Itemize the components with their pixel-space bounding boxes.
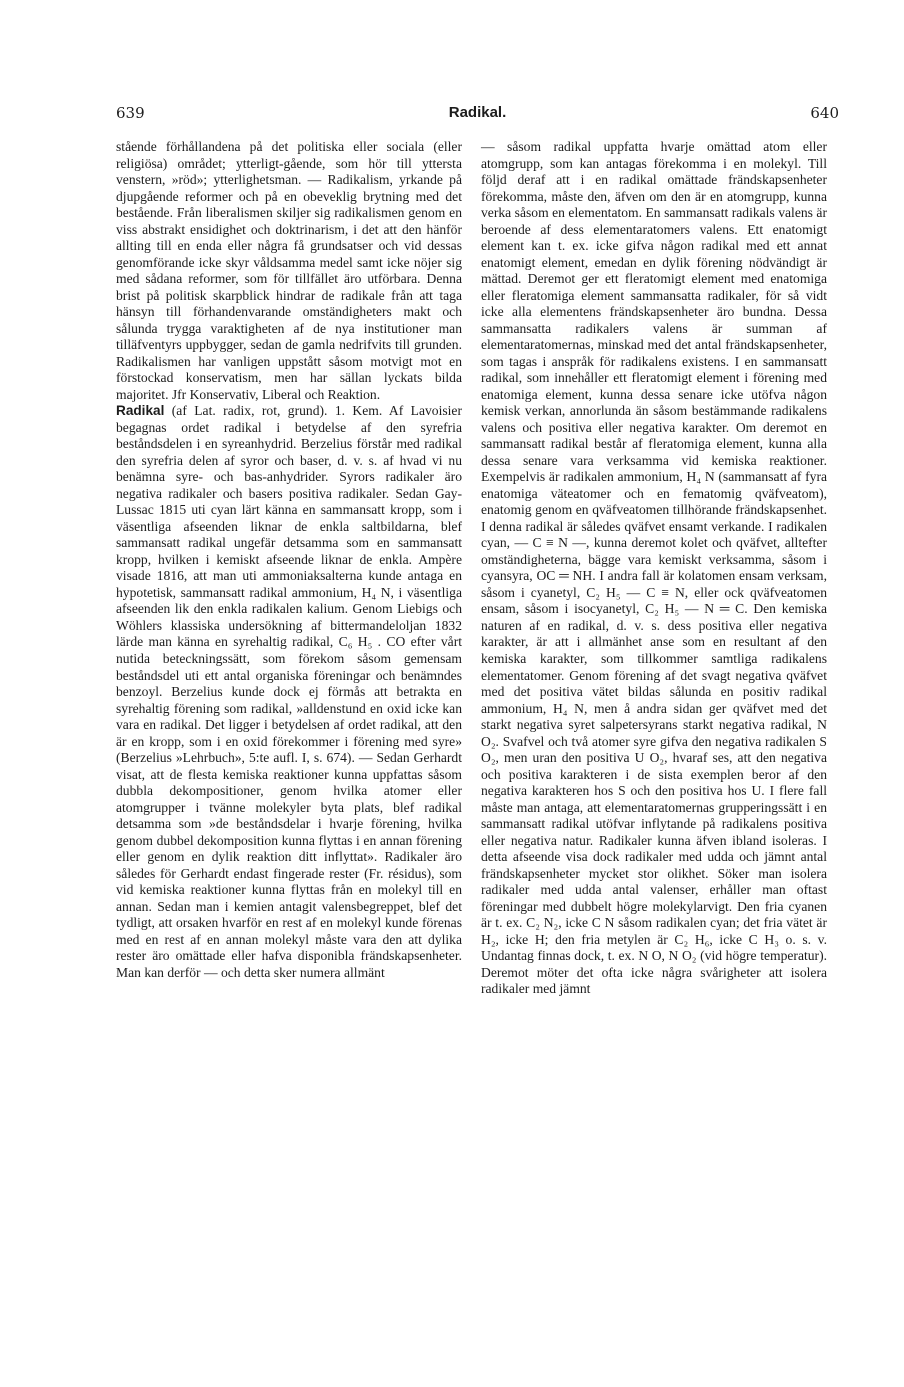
entry-radikal — [116, 403, 462, 981]
paragraph-continued: stående förhållandena på det politiska eller sociala (eller religiösa) området; ytterligt-gående, som hör till yttersta venstern, »röd»; ytterlighetsman. — Radikalism, yrkande på djupgående reformer och på en obeveklig brytning med det bestående. Från liberalismen skiljer sig radikalismen genom en viss abstrakt ensidighet och doktrinarism, i det att den hänför allting till en enda eller några få grundsatser och vid dessas genomförande icke skyr våldsamma medel samt icke nöjer sig med sådana reformer, som för tillfället äro utförbara. Denna brist på politisk skarpblick hindrar de radikale från att taga hänsyn till förhandenvarande omständigheters makt och sålunda trygga varaktigheten af de nya institutioner man tilläfventyrs uppbygger, sedan de gamla nedrifvits till grunden. Radikalismen har vanligen uppstått såsom motvigt mot en förstockad konservatism, men har sällan lyckats bilda majoritet. Jfr Konservativ, Liberal och Reaktion. — [116, 139, 462, 402]
page-header — [116, 104, 839, 126]
page-number-right: 640 — [810, 104, 839, 122]
running-head: Radikal. — [448, 104, 507, 121]
right-column — [481, 139, 827, 998]
entry-headword: Radikal — [116, 403, 165, 419]
left-column — [116, 139, 462, 981]
entry-text: (af Lat. radix, rot, grund). 1. Kem. Af Lavoisier begagnas ordet radikal i betydelse af den syrefria beståndsdelen i en syreanhydrid. Berzelius förstår med radikal den syrefria delen af syror och baser, d. v. s. af hvad vi nu benämna syre- och bas-anhydrider. Syrors radikaler äro negativa radikaler och basers positiva radikaler. Sedan Gay-Lussac 1815 uti cyan lärt känna en sammansatt kropp, som i väsentliga afseenden liknar de enkla saltbildarna, blef sammansatt radikal ungefär detsamma som en sammansatt kropp, hvilken i kemiskt afseende liknar de enkla. Ampère visade 1816, att man uti ammoniaksalterna kunde antaga en hypotetisk, sammansatt radikal ammonium, H₄ N, i väsentliga afseenden lik den enkla radikalen kalium. Genom Liebigs och Wöhlers klassiska undersökning af bittermandeloljan 1832 lärde man känna en syrehaltig radikal, C₆ H₅ . CO efter vårt nutida beteckningssätt, som förekom såsom gemensam beståndsdel uti ett antal organiska föreningar och benämndes benzoyl. Berzelius kunde dock ej förmås att betrakta en syrehaltig förening som radikal, »alldenstund en oxid icke kan vara en radikal. Det ligger i betydelsen af ordet radikal, att den är en kropp, som i en oxid förekommer i förening med syre» (Berzelius »Lehrbuch», 5:te aufl. I, s. 674). — Sedan Gerhardt visat, att de flesta kemiska reaktioner kunna uppfattas såsom dubbla dekompositioner, genom hvilka atomer eller atomgrupper i tvänne molekyler byta plats, blef radikal detsamma som »de beståndsdelar i hvarje förening, hvilka genom dubbel dekomposition kunna flyttas i en annan förening eller genom en dylik reaktion ditt inflyttat». Radikaler äro således för Gerhardt endast fingerade rester (Fr. résidus), som vid kemiska reaktioner kunna flyttas från en molekyl till en annan. Sedan man i kemien antagit valensbegreppet, blef det tydligt, att orsaken hvarför en rest af en molekyl kunde förenas med en rest af en annan molekyl måste vara den att dylika rester äro omättade eller hafva disponibla frändskapsenheter. Man kan derför — och detta sker numera allmänt — [116, 403, 462, 980]
page-number-left: 639 — [116, 104, 145, 122]
paragraph-continued: — såsom radikal uppfatta hvarje omättad atom eller atomgrupp, som kan antagas förekomma i en molekyl. Till följd deraf att i en radikal omättade frändskapsenheter förekomma, måste den, äfven om den är en atomgrupp, kunna verka såsom en elementatom. En sammansatt radikals valens är beroende af dess elementaratomers valens. Ett enatomigt element kan t. ex. icke gifva någon radikal med ett annat enatomigt element, emedan en dylik förening nödvändigt är mättad. Deremot ger ett fleratomigt element med enatomiga eller fleratomiga element sammansatta radikaler, för så vidt icke alla elementens frändskapsenheter äro bundna. Dessa sammansatta radikalers valens är summan af elementaratomernas, minskad med det antal frändskapsenheter, som tagas i anspråk för radikalens existens. I en sammansatt radikal, som innehåller ett fleratomigt element i förening med enatomiga element, kunna dessa senare icke utöfva någon kemisk verkan, annorlunda än såsom bestämmande radikalens valens och positiva eller negativa karakter. Om deremot en sammansatt radikal består af fleratomiga element, kunna alla dessa senare vara verksamma vid kemiska reaktioner. Exempelvis är radikalen ammonium, H₄ N (sammansatt af fyra enatomiga väteatomer och en fematomig qväfveatom), enatomig genom en qväfveatomen tillhörande frändskapsenhet. I denna radikal är således qväfvet ensamt verkande. I radikalen cyan, — C ≡ N —, kunna deremot kolet och qväfvet, alltefter omständigheterna, bägge vara kemiskt verksamma, såsom i cyansyra, OC ═ NH. I andra fall är kolatomen ensam verksam, såsom i cyanetyl, C₂ H₅ — C ≡ N, eller ock qväfveatomen ensam, såsom i isocyanetyl, C₂ H₅ — N ═ C. Den kemiska naturen af en radikal, d. v. s. dess positiva eller negativa karakter, är att i allmänhet anse som en resultant af den kemiska karakter, som tillkommer samtliga radikalens elementatomer. Genom förening af det svagt negativa qväfvet med det positiva vätet bildas sålunda en positiv radikal ammonium, H₄ N, men å andra sidan ger qväfvet med det starkt negativa syret salpetersyrans starkt negativa radikal, N O₂. Svafvel och två atomer syre gifva den negativa radikalen S O₂, men uran den positiva U O₂, hvaraf ses, att den negativa och positiva karakteren i de sista exemplen beror af den negativa karakteren hos S och den positiva hos U. I flere fall måste man antaga, att elementaratomernas grupperingssätt i en sammansatt radikal utöfvar inflytande på radikalens positiva eller negativa natur. Radikaler kunna äfven ibland isoleras. I detta afseende visa dock radikaler med udda och jämnt antal frändskapsenheter mycket stor olikhet. Söker man isolera radikaler med udda antal valenser, erhåller man oftast föreningar med dubbelt högre molekylarvigt. Den fria cyanen är t. ex. C₂ N₂, icke C N såsom radikalen cyan; det fria vätet är H₂, icke H; den fria metylen är C₂ H₆, icke C H₃ o. s. v. Undantag finnas dock, t. ex. N O, N O₂ (vid högre temperatur). Deremot möter det ofta icke några svårigheter att isolera radikaler med jämnt — [481, 139, 827, 997]
